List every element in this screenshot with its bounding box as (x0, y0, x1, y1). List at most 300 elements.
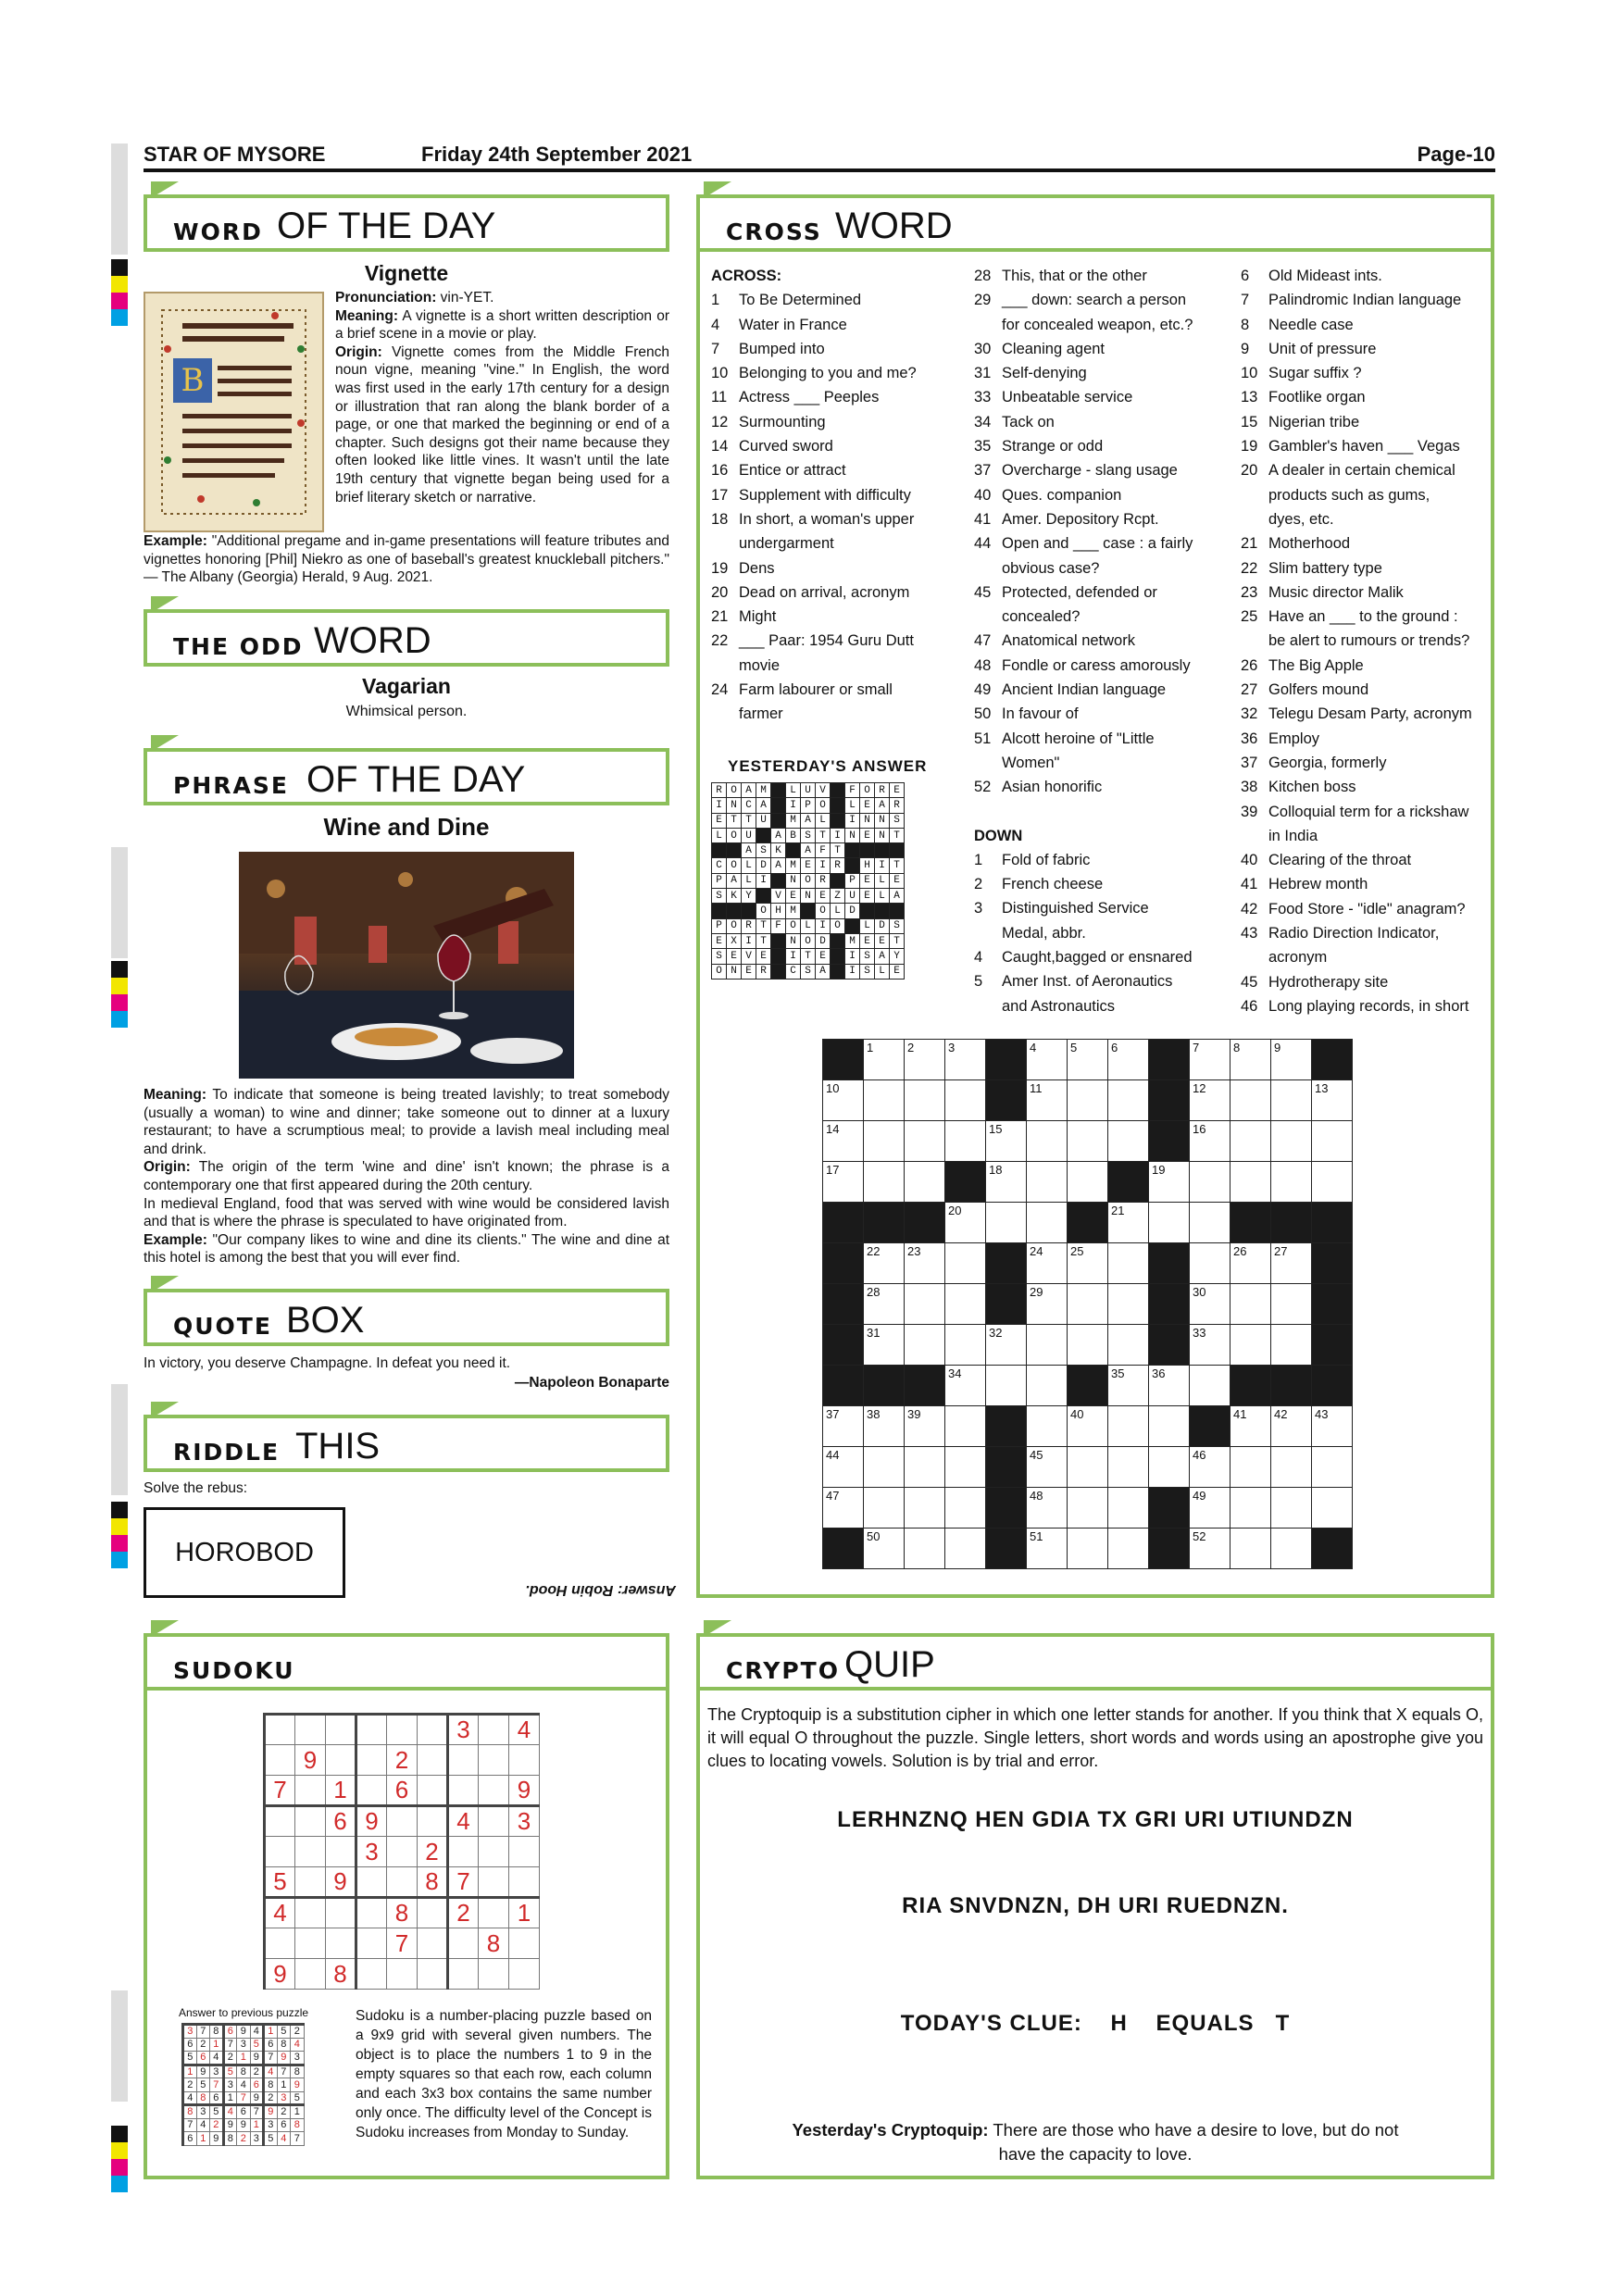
answer-cell (727, 904, 742, 918)
sudoku-cell[interactable]: 5 (265, 1867, 295, 1898)
sudoku-cell[interactable] (479, 1715, 509, 1745)
clue-item: 36 Employ (1241, 730, 1320, 747)
crossword-cell[interactable]: 44 (823, 1447, 864, 1488)
crossword-cell[interactable] (945, 1284, 986, 1325)
crossword-cell[interactable] (864, 1080, 905, 1121)
sudoku-cell[interactable] (418, 1745, 448, 1776)
crossword-cell[interactable] (1108, 1325, 1149, 1366)
sudoku-cell[interactable] (295, 1776, 326, 1806)
crossword-cell[interactable] (1108, 1243, 1149, 1284)
rebus-box (144, 1507, 345, 1598)
answer-cell: L (875, 964, 890, 979)
crossword-cell[interactable]: 52 (1190, 1529, 1230, 1569)
crossword-cell[interactable] (1108, 1284, 1149, 1325)
answer-cell: R (742, 918, 756, 933)
sudoku-cell: 4 (277, 2132, 291, 2146)
sudoku-cell[interactable] (326, 1715, 356, 1745)
sudoku-cell[interactable] (356, 1745, 387, 1776)
clue-item: 44 Open and ___ case : a fairly (974, 535, 1193, 553)
cryptoquip-intro: The Cryptoquip is a substitution cipher in which one letter stands for another. If you think that X equals O, it will equal O throughout the puzzle. Single letters, short words and words using an apostrophe give you clues to locating vowels. Solution is by trial and error. (707, 1705, 1483, 1770)
crossword-cell[interactable]: 17 (823, 1162, 864, 1203)
sudoku-cell[interactable] (418, 1959, 448, 1990)
crossword-cell[interactable]: 5 (1068, 1040, 1108, 1080)
crossword-cell[interactable] (1312, 1488, 1353, 1529)
sudoku-cell[interactable] (265, 1806, 295, 1837)
sudoku-cell[interactable]: 3 (509, 1806, 540, 1837)
crossword-cell[interactable]: 38 (864, 1406, 905, 1447)
crossword-cell[interactable]: 6 (1108, 1040, 1149, 1080)
crossword-cell[interactable]: 19 (1149, 1162, 1190, 1203)
crossword-cell[interactable] (1271, 1121, 1312, 1162)
sudoku-cell[interactable] (295, 1715, 326, 1745)
crossword-cell[interactable] (1149, 1406, 1190, 1447)
crossword-cell[interactable] (1230, 1529, 1271, 1569)
crossword-cell[interactable] (945, 1121, 986, 1162)
answer-cell: Y (890, 949, 905, 964)
sudoku-cell[interactable] (479, 1776, 509, 1806)
crossword-cell[interactable] (905, 1121, 945, 1162)
sudoku-cell[interactable]: 7 (387, 1928, 418, 1959)
sudoku-cell: 1 (183, 2065, 197, 2078)
answer-cell: I (786, 798, 801, 813)
crossword-cell[interactable]: 48 (1027, 1488, 1068, 1529)
crossword-cell[interactable]: 29 (1027, 1284, 1068, 1325)
sudoku-cell[interactable] (418, 1898, 448, 1928)
clue-item: 22 ___ Paar: 1954 Guru Dutt (711, 632, 914, 650)
crossword-cell[interactable] (1149, 1447, 1190, 1488)
crossword-cell[interactable]: 46 (1190, 1447, 1230, 1488)
crossword-cell[interactable]: 14 (823, 1121, 864, 1162)
crossword-cell[interactable]: 9 (1271, 1040, 1312, 1080)
sudoku-cell[interactable]: 4 (509, 1715, 540, 1745)
crossword-cell[interactable] (1027, 1162, 1068, 1203)
sudoku-cell: 4 (196, 2118, 210, 2132)
crossword-cell[interactable] (1312, 1121, 1353, 1162)
crossword-cell[interactable] (1108, 1406, 1149, 1447)
crossword-cell[interactable]: 1 (864, 1040, 905, 1080)
clue-item: 30 Cleaning agent (974, 340, 1106, 357)
clue-item: 43 Radio Direction Indicator, (1241, 925, 1440, 942)
clue-item: 18 In short, a woman's upper (711, 510, 915, 528)
word-of-day-example: Example: "Additional pregame and in-game presentations will feature tributes and vignettes honoring [Phil] Niekro as one of baseball's greatest knuckleball pitchers." — The Albany (Georgia) Herald, 9 Aug. 2021. (144, 533, 669, 586)
sudoku-cell[interactable] (295, 1928, 326, 1959)
answer-cell: D (816, 933, 831, 948)
sudoku-cell[interactable] (265, 1928, 295, 1959)
sudoku-cell[interactable]: 7 (448, 1867, 479, 1898)
crossword-cell[interactable] (1230, 1325, 1271, 1366)
answer-cell: L (712, 828, 727, 842)
sudoku-cell[interactable] (356, 1928, 387, 1959)
sudoku-cell[interactable] (326, 1898, 356, 1928)
sudoku-cell[interactable] (295, 1867, 326, 1898)
clue-item: 16 Entice or attract (711, 462, 846, 480)
crossword-cell[interactable] (864, 1447, 905, 1488)
black-square (1312, 1203, 1353, 1243)
crossword-cell[interactable] (1068, 1447, 1108, 1488)
sudoku-cell[interactable] (509, 1867, 540, 1898)
crossword-cell[interactable] (1068, 1284, 1108, 1325)
answer-cell (771, 964, 786, 979)
crossword-cell[interactable] (1271, 1529, 1312, 1569)
crossword-cell[interactable]: 23 (905, 1243, 945, 1284)
yesterday-answer-label: YESTERDAY'S ANSWER (728, 757, 928, 775)
crossword-cell[interactable] (986, 1366, 1027, 1406)
clue-item: 11 Actress ___ Peeples (711, 389, 880, 406)
registration-swatch (111, 1502, 128, 1518)
crossword-cell[interactable] (1190, 1366, 1230, 1406)
crossword-cell[interactable] (1271, 1162, 1312, 1203)
sudoku-cell[interactable]: 6 (326, 1806, 356, 1837)
sudoku-cell[interactable] (479, 1806, 509, 1837)
sudoku-cell[interactable]: 1 (326, 1776, 356, 1806)
sudoku-cell[interactable] (509, 1837, 540, 1867)
answer-cell: Y (742, 889, 756, 904)
sudoku-cell[interactable] (356, 1715, 387, 1745)
crossword-cell[interactable] (1271, 1488, 1312, 1529)
sudoku-cell[interactable] (479, 1745, 509, 1776)
answer-cell (860, 904, 875, 918)
sudoku-cell: 2 (237, 2132, 251, 2146)
crossword-cell[interactable] (1271, 1080, 1312, 1121)
crossword-cell[interactable]: 33 (1190, 1325, 1230, 1366)
sudoku-cell[interactable] (295, 1837, 326, 1867)
black-square (823, 1284, 864, 1325)
sudoku-cell[interactable] (418, 1715, 448, 1745)
sudoku-cell[interactable] (387, 1959, 418, 1990)
sudoku-cell[interactable] (418, 1776, 448, 1806)
answer-cell: O (727, 918, 742, 933)
clue-item: 33 Unbeatable service (974, 389, 1133, 406)
sudoku-cell[interactable] (479, 1898, 509, 1928)
sudoku-cell[interactable] (295, 1898, 326, 1928)
answer-cell: S (756, 843, 771, 858)
crossword-cell[interactable] (1271, 1447, 1312, 1488)
sudoku-cell[interactable]: 9 (265, 1959, 295, 1990)
crossword-cell[interactable]: 13 (1312, 1080, 1353, 1121)
paper-name: STAR OF MYSORE (144, 143, 326, 166)
clue-item: dyes, etc. (1268, 510, 1334, 528)
clue-item: Women" (1002, 754, 1060, 771)
answer-cell (831, 933, 845, 948)
registration-swatch (111, 961, 128, 978)
sudoku-cell: 8 (264, 2078, 278, 2092)
answer-cell (890, 904, 905, 918)
sudoku-cell[interactable]: 2 (448, 1898, 479, 1928)
answer-cell: N (786, 873, 801, 888)
answer-cell: F (771, 918, 786, 933)
previous-sudoku-answer (181, 2023, 305, 2146)
sudoku-cell[interactable] (326, 1837, 356, 1867)
sudoku-cell[interactable] (509, 1928, 540, 1959)
sudoku-cell[interactable] (295, 1806, 326, 1837)
sudoku-cell[interactable] (448, 1837, 479, 1867)
black-square (1312, 1040, 1353, 1080)
black-square (1149, 1080, 1190, 1121)
crossword-cell[interactable] (864, 1121, 905, 1162)
crossword-cell[interactable] (1108, 1488, 1149, 1529)
crossword-cell[interactable] (945, 1529, 986, 1569)
sudoku-cell: 2 (210, 2118, 224, 2132)
crossword-cell[interactable] (1027, 1406, 1068, 1447)
crossword-cell[interactable]: 21 (1108, 1203, 1149, 1243)
sudoku-cell[interactable]: 8 (326, 1959, 356, 1990)
clue-item: 49 Ancient Indian language (974, 681, 1167, 699)
crossword-cell[interactable]: 28 (864, 1284, 905, 1325)
crossword-cell[interactable]: 15 (986, 1121, 1027, 1162)
answer-cell: R (890, 798, 905, 813)
answer-cell: O (786, 918, 801, 933)
answer-cell: T (890, 828, 905, 842)
rebus-text: HOROBOD (175, 1537, 314, 1567)
sudoku-cell[interactable] (326, 1745, 356, 1776)
answer-cell (831, 783, 845, 798)
crossword-cell[interactable] (1190, 1162, 1230, 1203)
sudoku-cell[interactable] (356, 1776, 387, 1806)
crossword-cell[interactable]: 51 (1027, 1529, 1068, 1569)
crossword-cell[interactable] (864, 1162, 905, 1203)
crossword-cell[interactable]: 18 (986, 1162, 1027, 1203)
answer-cell: E (801, 858, 816, 873)
crossword-cell[interactable]: 2 (905, 1040, 945, 1080)
answer-cell (831, 813, 845, 828)
clue-item: 26 The Big Apple (1241, 656, 1364, 674)
answer-cell: E (712, 933, 727, 948)
sudoku-cell[interactable] (356, 1959, 387, 1990)
crossword-cell[interactable]: 36 (1149, 1366, 1190, 1406)
sudoku-cell: 4 (210, 2052, 224, 2065)
crossword-cell[interactable] (905, 1447, 945, 1488)
answer-cell: I (875, 858, 890, 873)
crossword-cell[interactable] (905, 1080, 945, 1121)
crossword-cell[interactable] (905, 1162, 945, 1203)
down-clues-col3 (1241, 264, 1491, 1018)
sudoku-cell: 4 (264, 2065, 278, 2078)
crossword-cell[interactable] (864, 1488, 905, 1529)
sudoku-cell: 9 (250, 2052, 264, 2065)
sudoku-cell[interactable]: 4 (265, 1898, 295, 1928)
sudoku-cell[interactable] (479, 1867, 509, 1898)
black-square (1312, 1529, 1353, 1569)
crossword-cell[interactable]: 37 (823, 1406, 864, 1447)
sudoku-cell[interactable]: 8 (479, 1928, 509, 1959)
odd-word-meaning: Whimsical person. (345, 704, 468, 719)
sudoku-cell[interactable] (448, 1745, 479, 1776)
clue-item: 24 Farm labourer or small (711, 681, 893, 699)
crossword-cell[interactable]: 22 (864, 1243, 905, 1284)
crossword-cell[interactable]: 50 (864, 1529, 905, 1569)
sudoku-cell[interactable]: 1 (509, 1898, 540, 1928)
black-square (1271, 1203, 1312, 1243)
sudoku-cell[interactable]: 9 (509, 1776, 540, 1806)
answer-cell: B (786, 828, 801, 842)
answer-cell: T (727, 813, 742, 828)
sudoku-cell[interactable] (356, 1867, 387, 1898)
crossword-cell[interactable] (1312, 1162, 1353, 1203)
crossword-cell[interactable] (905, 1529, 945, 1569)
sudoku-cell[interactable] (509, 1959, 540, 1990)
crossword-cell[interactable]: 3 (945, 1040, 986, 1080)
crossword-cell[interactable]: 35 (1108, 1366, 1149, 1406)
crossword-cell[interactable] (945, 1325, 986, 1366)
sudoku-cell[interactable] (265, 1837, 295, 1867)
sudoku-cell[interactable]: 7 (265, 1776, 295, 1806)
crossword-cell[interactable] (945, 1488, 986, 1529)
answer-cell: L (801, 918, 816, 933)
crossword-cell[interactable] (1230, 1488, 1271, 1529)
crossword-cell[interactable]: 12 (1190, 1080, 1230, 1121)
crossword-cell[interactable]: 32 (986, 1325, 1027, 1366)
crossword-cell[interactable]: 7 (1190, 1040, 1230, 1080)
sudoku-cell[interactable]: 9 (326, 1867, 356, 1898)
sudoku-cell[interactable]: 8 (418, 1867, 448, 1898)
crossword-cell[interactable] (945, 1447, 986, 1488)
black-square (1312, 1325, 1353, 1366)
answer-cell: O (860, 783, 875, 798)
sudoku-cell: 6 (277, 2118, 291, 2132)
sudoku-cell[interactable] (265, 1745, 295, 1776)
sudoku-cell[interactable] (326, 1928, 356, 1959)
crossword-cell[interactable] (1027, 1325, 1068, 1366)
sudoku-cell: 3 (277, 2091, 291, 2105)
sudoku-cell[interactable] (265, 1715, 295, 1745)
answer-cell: H (771, 904, 786, 918)
clue-item: 15 Nigerian tribe (1241, 413, 1360, 430)
crossword-cell[interactable] (905, 1488, 945, 1529)
sudoku-cell[interactable]: 2 (387, 1745, 418, 1776)
black-square (986, 1243, 1027, 1284)
crossword-cell[interactable]: 31 (864, 1325, 905, 1366)
answer-cell: A (801, 843, 816, 858)
crossword-cell[interactable] (1149, 1203, 1190, 1243)
crossword-cell[interactable] (1108, 1447, 1149, 1488)
clue-item: 40 Clearing of the throat (1241, 852, 1412, 869)
crossword-cell[interactable] (945, 1243, 986, 1284)
crossword-cell[interactable]: 4 (1027, 1040, 1068, 1080)
sudoku-cell: 1 (250, 2118, 264, 2132)
sudoku-cell: 9 (210, 2132, 224, 2146)
crossword-cell[interactable] (1230, 1284, 1271, 1325)
crossword-cell[interactable] (1068, 1121, 1108, 1162)
crossword-cell[interactable] (1068, 1162, 1108, 1203)
sudoku-cell[interactable] (448, 1959, 479, 1990)
crossword-cell[interactable] (1312, 1447, 1353, 1488)
crossword-cell[interactable] (905, 1325, 945, 1366)
sudoku-cell[interactable] (295, 1959, 326, 1990)
sudoku-cell[interactable] (387, 1806, 418, 1837)
crossword-cell[interactable] (1027, 1203, 1068, 1243)
crossword-cell[interactable]: 45 (1027, 1447, 1068, 1488)
sudoku-cell[interactable]: 9 (356, 1806, 387, 1837)
crossword-cell[interactable] (1027, 1121, 1068, 1162)
answer-cell: N (727, 964, 742, 979)
crossword-cell[interactable] (1108, 1529, 1149, 1569)
sudoku-cell[interactable]: 3 (448, 1715, 479, 1745)
crossword-cell[interactable]: 41 (1230, 1406, 1271, 1447)
black-square (1149, 1529, 1190, 1569)
answer-cell: S (712, 889, 727, 904)
crossword-cell[interactable]: 30 (1190, 1284, 1230, 1325)
crossword-cell[interactable]: 16 (1190, 1121, 1230, 1162)
crossword-cell[interactable]: 39 (905, 1406, 945, 1447)
crossword-cell[interactable]: 24 (1027, 1243, 1068, 1284)
crossword-cell[interactable]: 27 (1271, 1243, 1312, 1284)
sudoku-cell[interactable]: 6 (387, 1776, 418, 1806)
crossword-cell[interactable] (1068, 1080, 1108, 1121)
crossword-cell[interactable]: 34 (945, 1366, 986, 1406)
crossword-cell[interactable]: 40 (1068, 1406, 1108, 1447)
crossword-cell[interactable]: 10 (823, 1080, 864, 1121)
crossword-cell[interactable]: 25 (1068, 1243, 1108, 1284)
crossword-cell[interactable] (1230, 1447, 1271, 1488)
answer-cell: M (845, 933, 860, 948)
sudoku-cell[interactable]: 2 (418, 1837, 448, 1867)
crossword-cell[interactable] (905, 1284, 945, 1325)
crossword-cell[interactable] (1271, 1284, 1312, 1325)
crossword-cell[interactable] (1190, 1203, 1230, 1243)
answer-cell: E (875, 933, 890, 948)
crossword-cell[interactable] (1068, 1325, 1108, 1366)
sudoku-cell[interactable] (356, 1898, 387, 1928)
crossword-cell[interactable]: 8 (1230, 1040, 1271, 1080)
sudoku-cell[interactable] (509, 1745, 540, 1776)
registration-strip (111, 1384, 128, 1495)
sudoku-cell[interactable]: 8 (387, 1898, 418, 1928)
sudoku-cell[interactable]: 3 (356, 1837, 387, 1867)
black-square (823, 1243, 864, 1284)
sudoku-cell[interactable] (448, 1928, 479, 1959)
answer-cell: R (831, 858, 845, 873)
crossword-cell[interactable]: 20 (945, 1203, 986, 1243)
crossword-cell[interactable] (945, 1406, 986, 1447)
crossword-cell[interactable] (1230, 1162, 1271, 1203)
crossword-cell[interactable] (1271, 1325, 1312, 1366)
crossword-cell[interactable] (986, 1203, 1027, 1243)
crossword-cell[interactable]: 49 (1190, 1488, 1230, 1529)
crossword-cell[interactable]: 43 (1312, 1406, 1353, 1447)
crossword-cell[interactable] (1190, 1243, 1230, 1284)
sudoku-cell: 7 (277, 2065, 291, 2078)
crossword-cell[interactable] (1230, 1080, 1271, 1121)
sudoku-cell[interactable]: 4 (448, 1806, 479, 1837)
crossword-cell[interactable] (945, 1080, 986, 1121)
crossword-cell[interactable]: 47 (823, 1488, 864, 1529)
sudoku-cell[interactable] (418, 1928, 448, 1959)
svg-text:B: B (181, 362, 205, 399)
crossword-cell[interactable]: 42 (1271, 1406, 1312, 1447)
sudoku-cell[interactable] (479, 1837, 509, 1867)
sudoku-cell[interactable] (387, 1715, 418, 1745)
sudoku-cell[interactable] (387, 1867, 418, 1898)
crossword-cell[interactable] (1068, 1488, 1108, 1529)
crossword-cell[interactable] (1230, 1121, 1271, 1162)
crossword-cell[interactable] (1108, 1080, 1149, 1121)
answer-cell: N (860, 813, 875, 828)
crossword-cell[interactable]: 26 (1230, 1243, 1271, 1284)
black-square (823, 1366, 864, 1406)
sudoku-cell[interactable]: 9 (295, 1745, 326, 1776)
sudoku-cell[interactable] (448, 1776, 479, 1806)
clue-item: 35 Strange or odd (974, 438, 1104, 455)
sudoku-cell[interactable] (479, 1959, 509, 1990)
crossword-cell[interactable] (1108, 1121, 1149, 1162)
sudoku-cell[interactable] (418, 1806, 448, 1837)
crossword-cell[interactable]: 11 (1027, 1080, 1068, 1121)
crossword-cell[interactable] (1068, 1529, 1108, 1569)
crossword-cell[interactable] (1027, 1366, 1068, 1406)
answer-cell: O (801, 873, 816, 888)
riddle-answer: Answer: Robin Hood. (525, 1582, 676, 1598)
sudoku-cell[interactable] (387, 1837, 418, 1867)
